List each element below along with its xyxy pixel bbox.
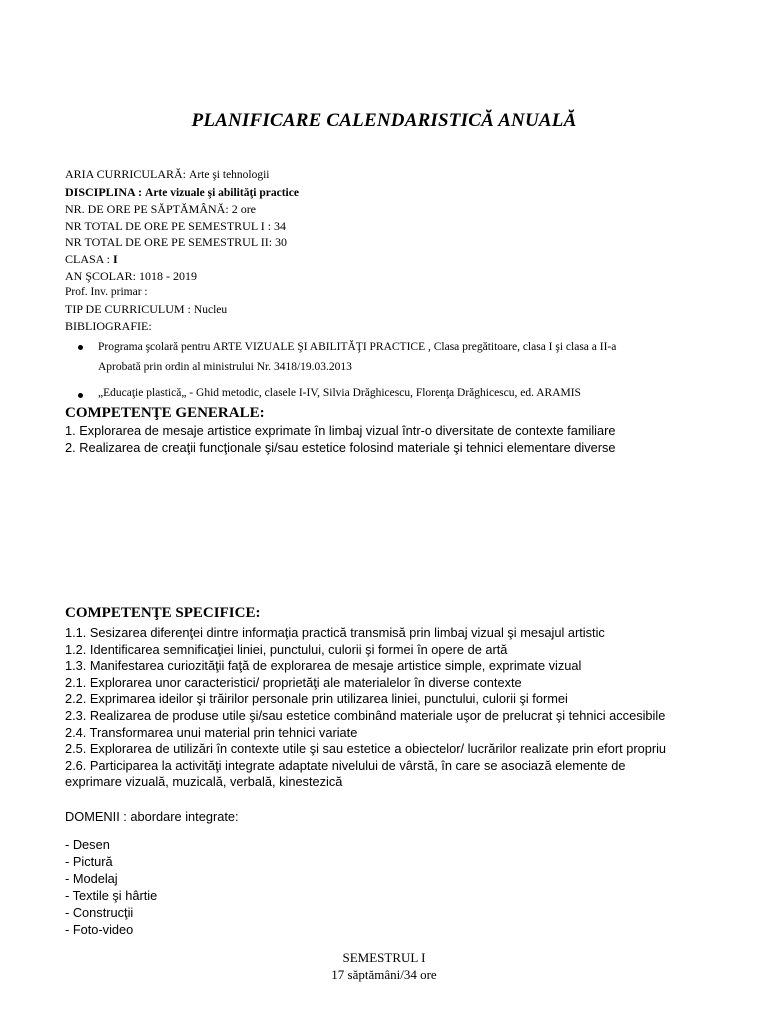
ore-sem2-row [65, 234, 299, 251]
list-item: 1.3. Manifestarea curiozităţii faţă de explorarea de mesaje artistice simple, exprimate vizual [65, 658, 582, 674]
competente-specifice-list [65, 625, 666, 791]
ore-sem1-value: 34 [274, 218, 287, 233]
aria-label: ARIA CURRICULARĂ: [65, 167, 187, 181]
ore-saptamana-row [65, 201, 299, 218]
curriculum-row [65, 301, 299, 319]
list-item: 1.2. Identificarea semnificaţiei liniei, punctului, culorii şi formei în opere de artă [65, 641, 508, 657]
curriculum-value: Nucleu [193, 303, 228, 316]
an-scolar-label: AN ŞCOLAR: [65, 268, 137, 283]
bibliografie-row [65, 318, 299, 335]
list-item: - Desen [65, 837, 110, 852]
bibliography-item-line: Programa şcolară pentru ARTE VIZUALE ŞI ABILITĂŢI PRACTICE , Clasa pregătitoare, clasa I şi clasa a II-a [98, 341, 617, 353]
bullet-icon [78, 393, 83, 398]
list-item: exprimare vizuală, muzicală, verbală, kinestezică [65, 774, 343, 790]
bibliography-item [78, 339, 616, 376]
bibliografie-label: BIBLIOGRAFIE: [65, 319, 152, 334]
competente-specifice-heading: COMPETENŢE SPECIFICE: [65, 605, 261, 621]
competente-generale-list [65, 423, 616, 456]
disciplina-value: Arte vizuale şi abilităţi practice [145, 186, 299, 199]
curriculum-label: TIP DE CURRICULUM : [65, 301, 191, 316]
list-item: 2.4. Transformarea unui material prin tehnici variate [65, 724, 358, 740]
bullet-icon [78, 345, 83, 350]
list-item: - Textile şi hârtie [65, 888, 158, 903]
prof-row [65, 284, 299, 301]
list-item: - Foto-video [65, 922, 134, 937]
list-item: 2.5. Explorarea de utilizări în contexte utile şi sau estetice a obiectelor/ lucrărilor realizate prin efort propriu [65, 741, 667, 757]
disciplina-row [65, 184, 299, 202]
list-item: - Modelaj [65, 871, 118, 886]
ore-saptamana-label: NR. DE ORE PE SĂPTĂMÂNĂ: [65, 202, 229, 217]
clasa-row [65, 251, 299, 268]
document-title: PLANIFICARE CALENDARISTICĂ ANUALĂ [191, 110, 577, 131]
list-item: 2. Realizarea de creaţii funcţionale şi/sau estetice folosind materiale şi tehnici elementare diverse [65, 439, 616, 455]
ore-sem2-value: 30 [275, 235, 288, 250]
list-item: 1.1. Sesizarea diferenţei dintre informaţia practică transmisă prin limbaj vizual şi mesajul artistic [65, 625, 605, 640]
list-item: - Pictură [65, 854, 113, 869]
an-scolar-value: 1018 - 2019 [139, 268, 198, 283]
an-scolar-row [65, 268, 299, 285]
ore-saptamana-value: 2 ore [231, 202, 257, 217]
semestru-title: SEMESTRUL I [342, 950, 426, 965]
semestru-subtitle: 17 săptămâni/34 ore [331, 967, 437, 982]
bibliography-item-line: „Educaţie plastică„ - Ghid metodic, clasele I-IV, Silvia Drăghicescu, Florenţa Drăghicescu, ed. ARAMIS [98, 387, 581, 399]
clasa-label: CLASA : [65, 251, 111, 266]
ore-sem1-row [65, 218, 299, 235]
bibliography-list [78, 339, 616, 399]
aria-value: Arte şi tehnologii [189, 169, 270, 181]
ore-sem2-label: NR TOTAL DE ORE PE SEMESTRUL II: [65, 235, 273, 250]
bibliography-item-line: Aprobată prin ordin al ministrului Nr. 3418/19.03.2013 [98, 361, 352, 373]
competente-generale-heading: COMPETENŢE GENERALE: [65, 405, 265, 421]
ore-sem1-label: NR TOTAL DE ORE PE SEMESTRUL I : [65, 218, 272, 233]
info-block [65, 166, 299, 335]
bibliography-item [78, 387, 616, 399]
clasa-value: I [113, 251, 118, 266]
list-item: - Construcţii [65, 905, 134, 920]
disciplina-label: DISCIPLINA : [65, 184, 143, 199]
aria-row [65, 166, 299, 184]
domenii-list [65, 836, 157, 938]
list-item: 2.6. Participarea la activităţi integrate adaptate nivelului de vârstă, în care se asociază elemente de [65, 757, 626, 773]
list-item: 1. Explorarea de mesaje artistice exprimate în limbaj vizual într-o diversitate de contexte familiare [65, 423, 616, 438]
list-item: 2.2. Exprimarea ideilor şi trăirilor personale prin utilizarea liniei, punctului, culorii şi formei [65, 691, 568, 707]
list-item: 2.3. Realizarea de produse utile şi/sau estetice combinând materiale uşor de prelucrat şi tehnici accesibile [65, 707, 666, 723]
domenii-heading: DOMENII : abordare integrate: [65, 809, 239, 824]
prof-label: Prof. Inv. primar : [65, 286, 148, 299]
list-item: 2.1. Explorarea unor caracteristici/ proprietăţi ale materialelor în diverse contexte [65, 674, 522, 690]
